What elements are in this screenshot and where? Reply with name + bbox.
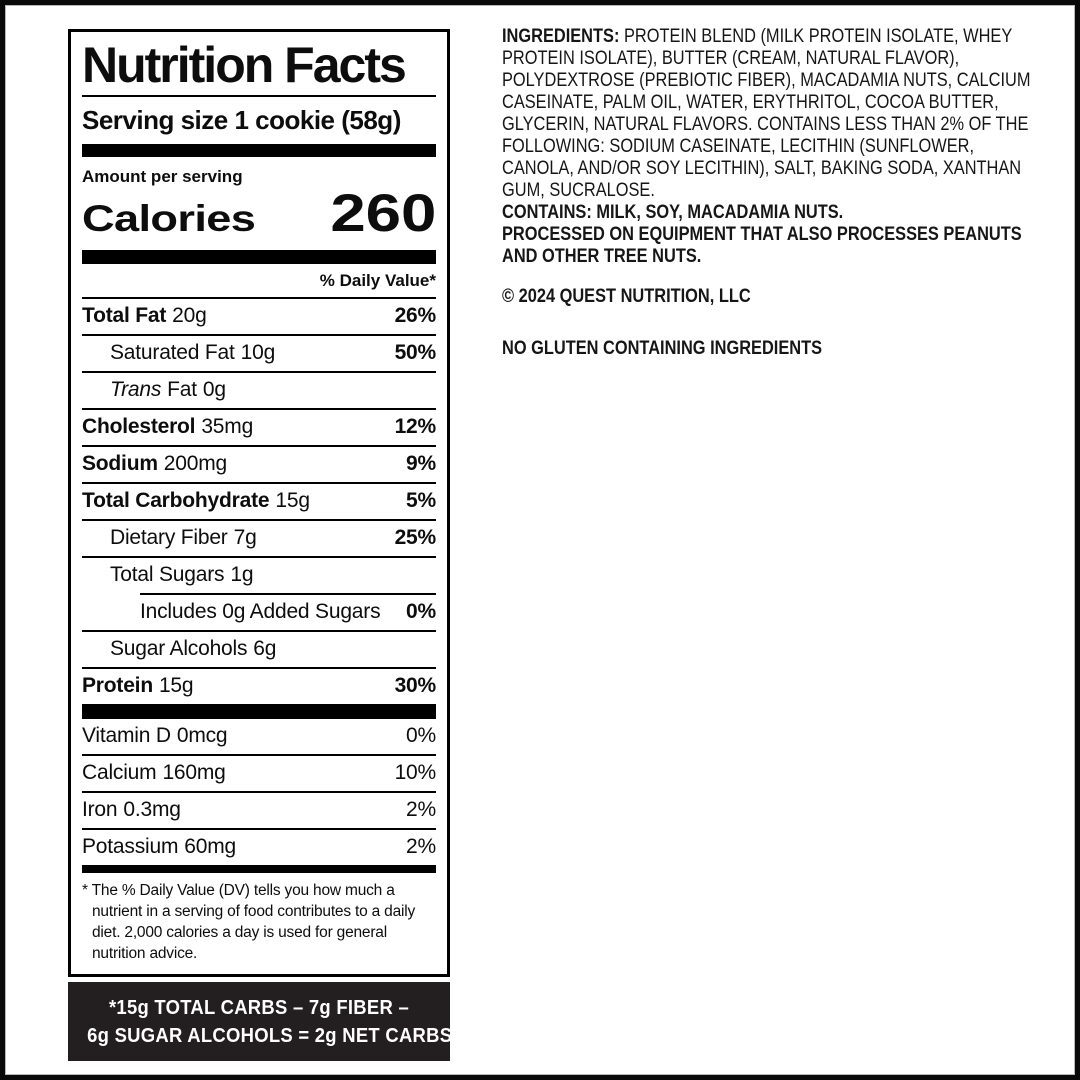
nutrient-name: Protein (82, 674, 153, 697)
row-cholesterol (82, 408, 436, 445)
allergen-statement: PROCESSED ON EQUIPMENT THAT ALSO PROCESSES PEANUTS AND OTHER TREE NUTS. (502, 223, 1022, 267)
thick-divider-top (82, 144, 436, 157)
row-trans-fat (82, 371, 436, 408)
amount-per-serving-label: Amount per serving (82, 167, 243, 186)
ingredients-panel (502, 25, 1046, 359)
row-sodium (82, 445, 436, 482)
medium-divider-footnote (82, 865, 436, 873)
nutrient-dv: 5% (406, 489, 436, 512)
nutrient-amount: 15g (158, 674, 194, 697)
nutrient-amount: 15g (275, 489, 310, 512)
row-total-carbohydrate (82, 482, 436, 519)
nutrient-name: Sugar Alcohols (110, 637, 248, 660)
row-vitamin-d (82, 719, 436, 754)
nutrient-name: Total Fat (82, 304, 167, 327)
nutrient-name: Includes 0g Added Sugars (140, 600, 381, 623)
copyright-line: © 2024 QUEST NUTRITION, LLC (502, 285, 751, 307)
ingredients-paragraph (502, 25, 1046, 201)
net-carbs-text (87, 982, 453, 1050)
nutrient-amount: 6g (253, 637, 277, 660)
row-calcium (82, 754, 436, 791)
nutrient-dv: 26% (394, 304, 436, 327)
thick-divider-protein (82, 704, 436, 719)
calories-row (82, 186, 436, 243)
net-carbs-line1: *15g TOTAL CARBS – 7g FIBER – (108, 996, 410, 1019)
nutrient-name: Vitamin D (82, 724, 171, 747)
nutrient-name: Fat (167, 378, 197, 401)
nutrient-dv: 0% (406, 600, 436, 623)
net-carbs-line2: 6g SUGAR ALCOHOLS = 2g NET CARBS (87, 1024, 453, 1047)
nutrition-facts-label (68, 29, 450, 977)
nutrient-name: Iron (82, 798, 118, 821)
nutrient-amount: 0.3mg (123, 798, 181, 821)
nutrient-amount: 0mcg (176, 724, 228, 747)
nutrient-name: Saturated Fat (110, 341, 235, 364)
row-total-sugars (82, 556, 436, 593)
nutrient-name: Dietary Fiber (110, 526, 228, 549)
nutrient-amount: 160mg (162, 761, 226, 784)
daily-value-footnote: * The % Daily Value (DV) tells you how much a nutrient in a serving of food contributes to a daily diet. 2,000 calories a day is used for general nutrition advice. (82, 882, 416, 962)
ingredients-text: PROTEIN BLEND (MILK PROTEIN ISOLATE, WHEY PROTEIN ISOLATE), BUTTER (CREAM, NATURAL FLAVOR), POLYDEXTROSE (PREBIOTIC FIBER), MACADAMIA NUTS, CALCIUM CASEINATE, PALM OIL, WATER, ERYTHRITOL, COCOA BUTTER, GLYCERIN, NATURAL FLAVORS. CONTAINS LESS THAN 2% OF THE FOLLOWING: SODIUM CASEINATE, LECITHIN (SUNFLOWER, CANOLA, AND/OR SOY LECITHIN), SALT, BAKING SODA, XANTHAN GUM, SUCRALOSE. (502, 25, 1031, 201)
net-carbs-box (68, 982, 453, 1061)
nutrient-dv: 2% (406, 835, 436, 858)
calories-value: 260 (329, 184, 436, 243)
gluten-statement: NO GLUTEN CONTAINING INGREDIENTS (502, 337, 823, 359)
ingredients-heading: INGREDIENTS: (502, 25, 620, 47)
calories-label: Calories (82, 198, 256, 239)
nutrient-name: Sodium (82, 452, 158, 475)
nutrient-name-italic: Trans (110, 378, 162, 401)
row-added-sugars (140, 593, 436, 630)
nutrient-amount: 0g (202, 378, 226, 401)
row-sugar-alcohols (82, 630, 436, 667)
nutrient-amount: 1g (230, 563, 254, 586)
nutrient-dv: 30% (394, 674, 436, 697)
nutrient-name: Total Sugars (110, 563, 225, 586)
nutrient-amount: 200mg (163, 452, 228, 475)
nutrient-dv: 25% (394, 526, 436, 549)
nutrient-name: Total Carbohydrate (82, 489, 270, 512)
nutrient-dv: 9% (406, 452, 436, 475)
nutrient-amount: 60mg (184, 835, 236, 858)
nutrient-dv: 0% (406, 724, 436, 747)
nutrient-amount: 10g (240, 341, 276, 364)
nutrient-amount: 35mg (201, 415, 254, 438)
row-dietary-fiber (82, 519, 436, 556)
nutrient-dv: 50% (394, 341, 436, 364)
row-potassium (82, 828, 436, 865)
label-title: Nutrition Facts (82, 32, 436, 97)
serving-size: Serving size 1 cookie (58g) (82, 105, 401, 135)
contains-statement: CONTAINS: MILK, SOY, MACADAMIA NUTS. (502, 201, 844, 223)
nutrient-name: Potassium (82, 835, 179, 858)
row-iron (82, 791, 436, 828)
nutrient-dv: 12% (394, 415, 436, 438)
nutrient-amount: 7g (233, 526, 257, 549)
nutrient-name: Cholesterol (82, 415, 196, 438)
nutrient-name: Calcium (82, 761, 157, 784)
daily-value-header: % Daily Value* (319, 271, 436, 290)
nutrient-amount: 20g (172, 304, 207, 327)
nutrient-dv: 2% (406, 798, 436, 821)
row-protein (82, 667, 436, 704)
row-total-fat (82, 297, 436, 334)
nutrient-dv: 10% (394, 761, 436, 784)
row-saturated-fat (82, 334, 436, 371)
thick-divider-calories (82, 250, 436, 264)
